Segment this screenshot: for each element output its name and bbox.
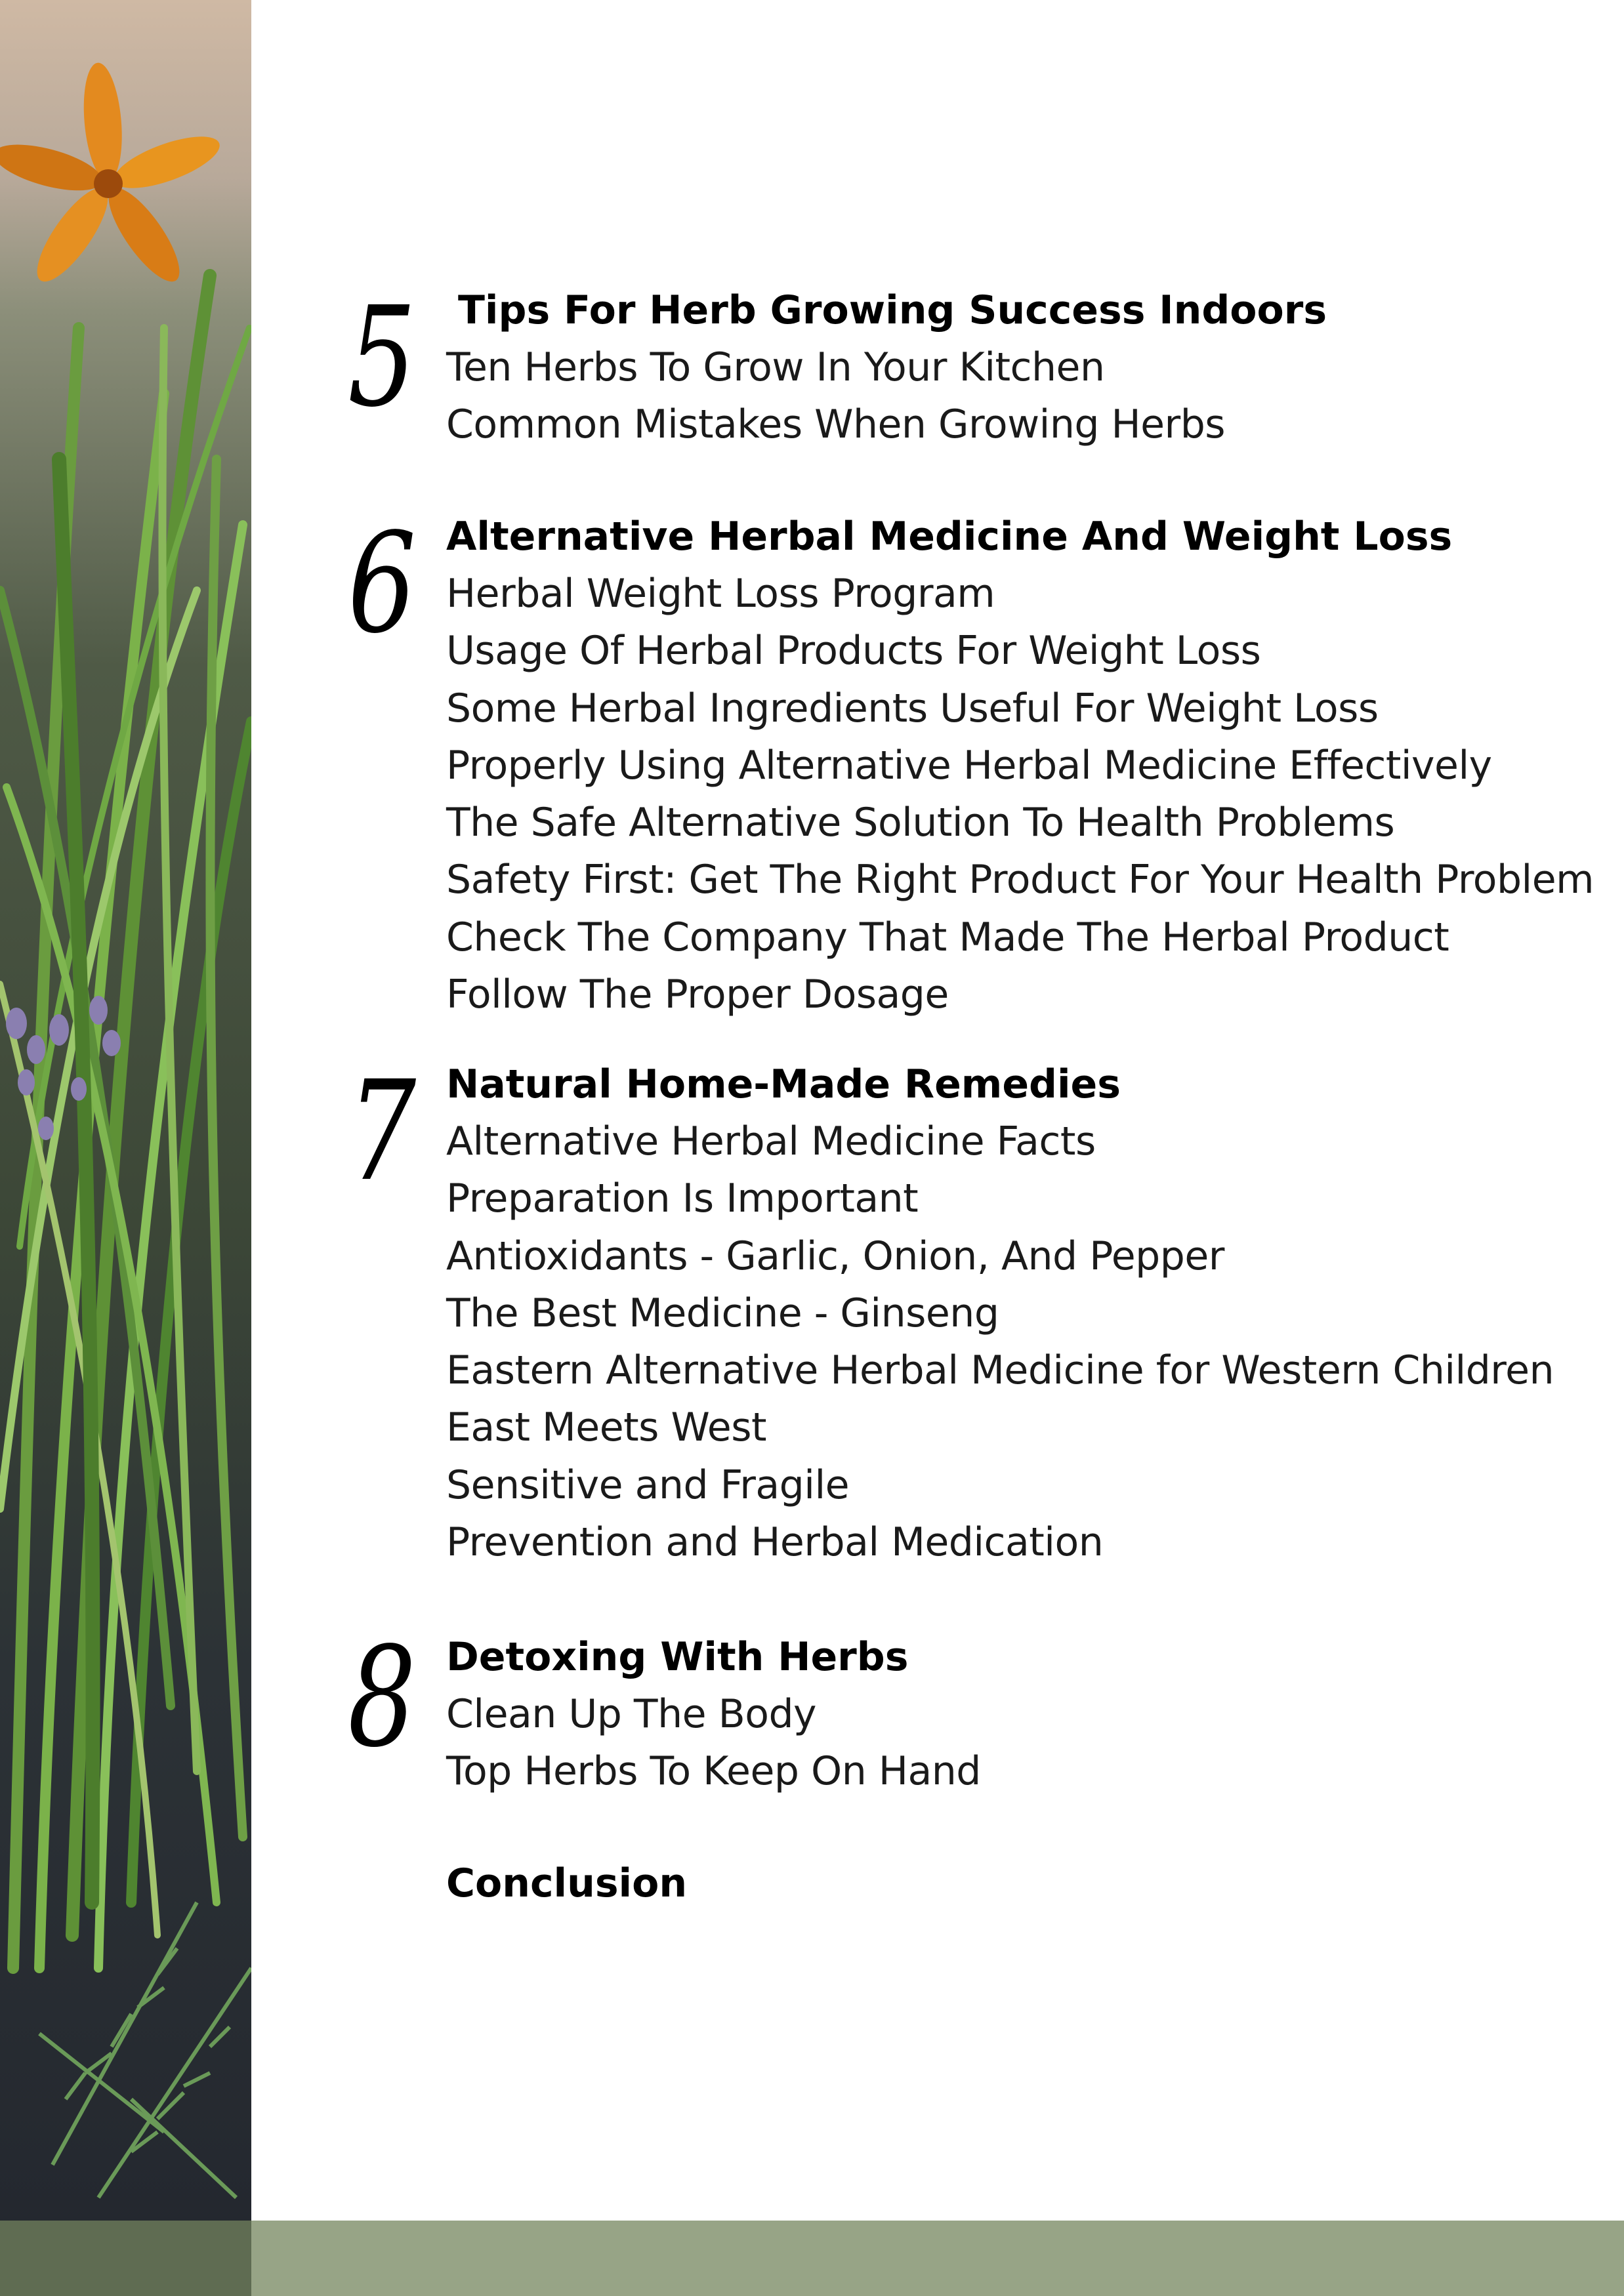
- toc-entries: [446, 1056, 1554, 1571]
- toc-section-5: [348, 277, 1594, 479]
- toc-item[interactable]: Common Mistakes When Growing Herbs: [446, 401, 1226, 448]
- toc-item[interactable]: Ten Herbs To Grow In Your Kitchen: [446, 344, 1105, 390]
- toc-section-7: [348, 1051, 1594, 1581]
- herb-illustration: [0, 0, 251, 2221]
- toc-entries: [458, 282, 1327, 339]
- toc-item[interactable]: Sensitive and Fragile: [446, 1462, 850, 1508]
- toc-item[interactable]: Top Herbs To Keep On Hand: [446, 1748, 981, 1795]
- toc-item[interactable]: The Safe Alternative Solution To Health Problems: [446, 800, 1395, 846]
- toc-item[interactable]: Preparation Is Important: [446, 1176, 919, 1222]
- toc-item[interactable]: Prevention and Herbal Medication: [446, 1519, 1104, 1566]
- toc-item[interactable]: Safety First: Get The Right Product For Your Health Problem: [446, 857, 1594, 903]
- toc-item[interactable]: Follow The Proper Dosage: [446, 972, 949, 1018]
- toc-item[interactable]: Eastern Alternative Herbal Medicine for Western Children: [446, 1347, 1554, 1394]
- conclusion-heading[interactable]: Conclusion: [446, 1860, 688, 1906]
- toc-item[interactable]: Check The Company That Made The Herbal Product: [446, 914, 1449, 960]
- toc-item[interactable]: Herbal Weight Loss Program: [446, 571, 995, 617]
- toc-entries: [446, 508, 1594, 1023]
- chapter-heading[interactable]: Detoxing With Herbs: [446, 1634, 909, 1680]
- toc-section-6: [348, 503, 1594, 1033]
- toc-item[interactable]: The Best Medicine - Ginseng: [446, 1290, 999, 1336]
- herb-photo-strip: [0, 0, 251, 2221]
- chapter-number: 5: [348, 277, 417, 438]
- toc-item[interactable]: Properly Using Alternative Herbal Medicine Effectively: [446, 742, 1492, 789]
- toc-item[interactable]: Clean Up The Body: [446, 1691, 817, 1737]
- toc-section-8: [348, 1617, 1594, 1826]
- toc-entries: [446, 1629, 981, 1801]
- toc-item[interactable]: Antioxidants - Garlic, Onion, And Pepper: [446, 1233, 1224, 1279]
- chapter-number: 6: [348, 503, 417, 664]
- toc-item[interactable]: Some Herbal Ingredients Useful For Weight Loss: [446, 685, 1379, 731]
- footer-band: [0, 2221, 1624, 2296]
- footer-band-left-block: [0, 2221, 251, 2296]
- chapter-heading[interactable]: Tips For Herb Growing Success Indoors: [458, 287, 1327, 333]
- orange-flower-icon: [0, 61, 226, 291]
- toc-item[interactable]: Alternative Herbal Medicine Facts: [446, 1118, 1096, 1164]
- toc-subentries: [446, 339, 1225, 454]
- toc-item[interactable]: East Meets West: [446, 1404, 766, 1451]
- chapter-heading[interactable]: Alternative Herbal Medicine And Weight Loss: [446, 514, 1453, 560]
- chapter-number: 8: [348, 1617, 417, 1778]
- chapter-number: 7: [348, 1051, 417, 1212]
- toc-item[interactable]: Usage Of Herbal Products For Weight Loss: [446, 628, 1261, 674]
- chapter-heading[interactable]: Natural Home-Made Remedies: [446, 1061, 1121, 1107]
